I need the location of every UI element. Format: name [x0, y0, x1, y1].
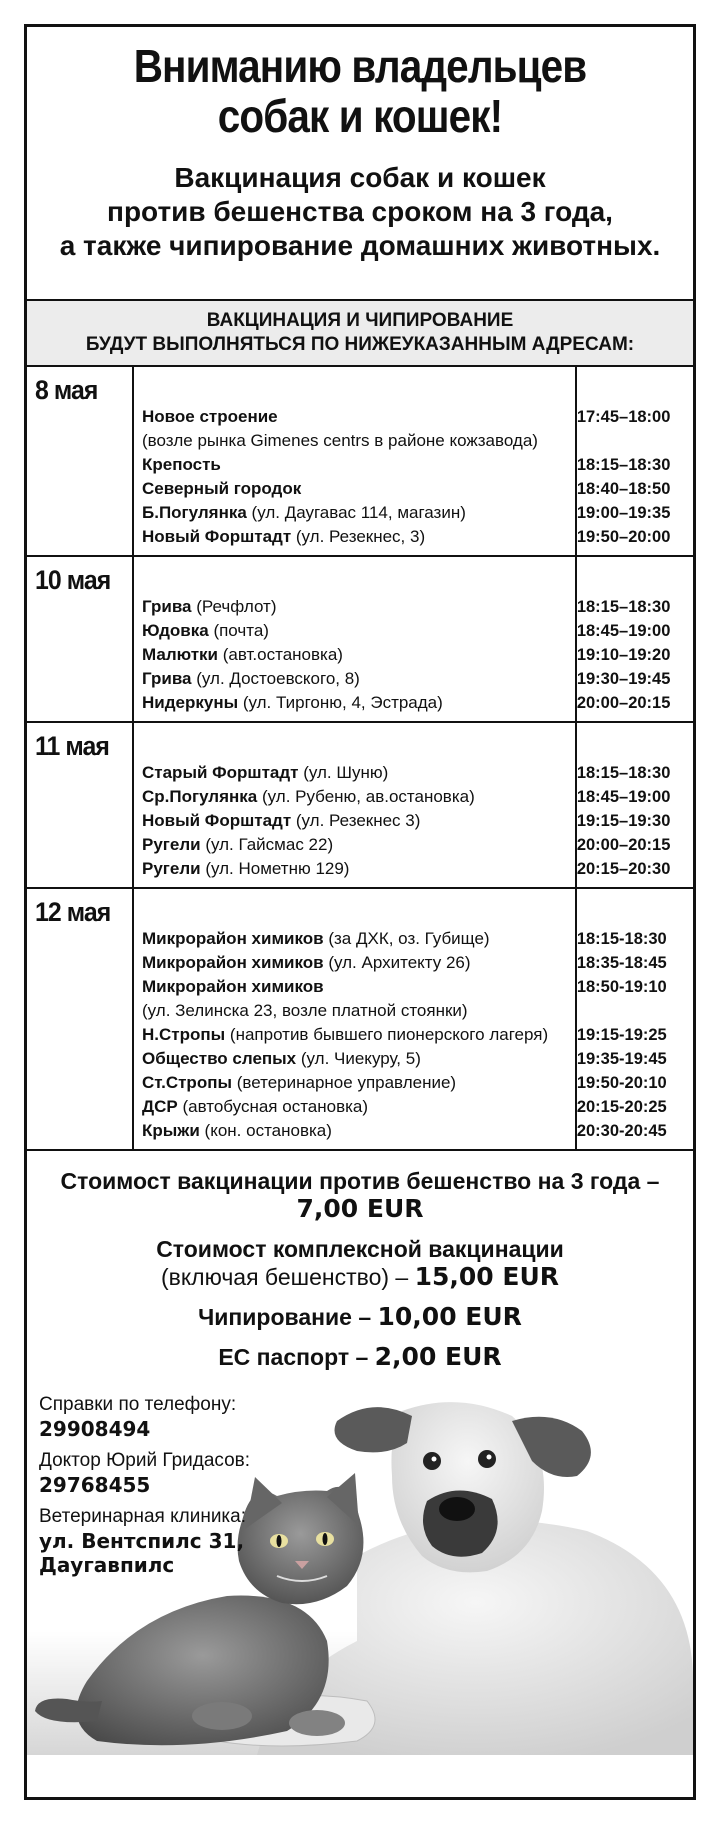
- schedule-row: [142, 999, 685, 1023]
- time-slot: 18:50-19:10: [576, 978, 667, 996]
- location-detail: (автобусная остановка): [182, 1097, 369, 1116]
- location-name: ДСР: [142, 1097, 178, 1116]
- subheadline-line-1: Вакцинация собак и кошек: [174, 162, 546, 193]
- addresses-notice: [27, 301, 693, 367]
- location-detail: (ул. Достоевского, 8): [196, 669, 360, 688]
- complex-price-label: Стоимост комплексной вакцинации: [156, 1236, 564, 1262]
- schedule-day: [27, 723, 693, 889]
- notice-line-2: БУДУТ ВЫПОЛНЯТЬСЯ ПО НИЖЕУКАЗАННЫМ АДРЕСАМ:: [85, 334, 635, 355]
- headline-line-2: собак и кошек!: [217, 90, 503, 142]
- schedule-row: [142, 833, 685, 857]
- schedule-row: [142, 1071, 685, 1095]
- location-name: Б.Погулянка: [142, 503, 247, 522]
- location-name: Микрорайон химиков: [142, 977, 324, 996]
- schedule-day: [27, 367, 693, 557]
- subheadline: [27, 161, 693, 263]
- location-detail: (ул. Чиекуру, 5): [300, 1049, 421, 1068]
- location-detail: (ул. Резекнес, 3): [295, 527, 426, 546]
- schedule-row: [142, 975, 685, 999]
- location-name: Крыжи: [142, 1121, 200, 1140]
- clinic-address-line-2: Даугавпилс: [39, 1553, 175, 1577]
- time-slot: 19:35-19:45: [576, 1050, 667, 1068]
- rabies-price: 7,00 EUR: [296, 1194, 424, 1223]
- schedule-row: [142, 595, 685, 619]
- location-detail: (ул. Архитекту 26): [328, 953, 471, 972]
- location-name: Новый Форштадт: [142, 811, 292, 830]
- location-detail: (ветеринарное управление): [236, 1073, 457, 1092]
- schedule-row: [142, 525, 685, 549]
- time-slot: 18:40–18:50: [576, 480, 671, 498]
- location-name: Новое строение: [142, 407, 278, 426]
- location-detail: (авт.остановка): [222, 645, 343, 664]
- location-name: Ругели: [142, 859, 201, 878]
- location-name: Нидеркуны: [142, 693, 239, 712]
- header: [27, 27, 693, 301]
- schedule-row: [142, 1095, 685, 1119]
- clinic-address-line-1: ул. Вентспилс 31,: [39, 1529, 245, 1553]
- schedule-row: [142, 785, 685, 809]
- schedule-date: 10 мая: [35, 565, 111, 595]
- location-detail: (почта): [213, 621, 269, 640]
- location-name: Старый Форштадт: [142, 763, 299, 782]
- subheadline-line-3: а также чипирование домашних животных.: [59, 230, 661, 261]
- time-slot: 19:10–19:20: [576, 646, 671, 664]
- location-detail: (ул. Нометню 129): [205, 859, 350, 878]
- chip-price: 10,00 EUR: [377, 1302, 522, 1331]
- time-slot: 20:15-20:25: [576, 1098, 667, 1116]
- contacts: [39, 1393, 250, 1585]
- schedule-row: [142, 1047, 685, 1071]
- location-detail: (ул. Тиргоню, 4, Эстрада): [242, 693, 443, 712]
- schedule-row: [142, 809, 685, 833]
- location-name: Грива: [142, 669, 192, 688]
- schedule-day: [27, 889, 693, 1151]
- schedule-day: [27, 557, 693, 723]
- passport-price: 2,00 EUR: [374, 1342, 502, 1371]
- price-list: [27, 1151, 693, 1381]
- schedule-row: [142, 761, 685, 785]
- contacts-section: [27, 1381, 693, 1755]
- location-name: Новый Форштадт: [142, 527, 292, 546]
- time-slot: 20:00–20:15: [576, 694, 671, 712]
- schedule-row: [142, 1023, 685, 1047]
- location-detail: (ул. Рубеню, ав.остановка): [261, 787, 475, 806]
- location-name: Микрорайон химиков: [142, 953, 324, 972]
- notice-line-1: ВАКЦИНАЦИЯ И ЧИПИРОВАНИЕ: [206, 310, 514, 331]
- time-slot: 19:00–19:35: [576, 504, 671, 522]
- time-slot: [567, 429, 685, 453]
- doctor-label: Доктор Юрий Гридасов:: [39, 1450, 251, 1471]
- time-slot: 17:45–18:00: [576, 408, 671, 426]
- complex-price-note: (включая бешенство) –: [160, 1264, 409, 1290]
- location-detail: (ул. Гайсмас 22): [205, 835, 334, 854]
- time-slot: 18:15–18:30: [576, 598, 671, 616]
- schedule-date: 11 мая: [35, 731, 110, 761]
- location-detail: (Речфлот): [196, 597, 277, 616]
- phone-label: Справки по телефону:: [39, 1394, 237, 1415]
- location-name: Микрорайон химиков: [142, 929, 324, 948]
- doctor-phone: 29768455: [39, 1473, 151, 1497]
- location-name: Ругели: [142, 835, 201, 854]
- flyer: [24, 24, 696, 1800]
- schedule-row: [142, 691, 685, 715]
- time-slot: 18:45–19:00: [576, 788, 671, 806]
- location-name: Ср.Погулянка: [142, 787, 258, 806]
- time-slot: 19:50-20:10: [576, 1074, 667, 1092]
- location-detail: (ул. Даугавас 114, магазин): [251, 503, 466, 522]
- location-name: Грива: [142, 597, 192, 616]
- schedule-row: [142, 477, 685, 501]
- time-slot: 18:35-18:45: [576, 954, 667, 972]
- location-detail: (напротив бывшего пионерского лагеря): [229, 1025, 549, 1044]
- schedule-row: [142, 857, 685, 881]
- location-detail: (за ДХК, оз. Губище): [328, 929, 490, 948]
- schedule-row: [142, 501, 685, 525]
- location-detail: (ул. Зелинска 23, возле платной стоянки): [142, 1001, 468, 1020]
- schedule-table: [27, 367, 693, 1151]
- location-detail: (возле рынка Gimenes centrs в районе кожзавода): [142, 431, 538, 450]
- location-name: Н.Стропы: [142, 1025, 226, 1044]
- headline: [67, 27, 653, 141]
- passport-price-label: ЕС паспорт –: [218, 1344, 369, 1370]
- schedule-row: [142, 927, 685, 951]
- location-detail: (кон. остановка): [204, 1121, 332, 1140]
- headline-line-1: Вниманию владельцев: [133, 40, 587, 92]
- complex-price: 15,00 EUR: [414, 1262, 560, 1291]
- time-slot: 19:50–20:00: [576, 528, 671, 546]
- clinic-label: Ветеринарная клиника:: [39, 1506, 247, 1527]
- time-slot: 18:45–19:00: [576, 622, 671, 640]
- time-slot: 19:15–19:30: [576, 812, 671, 830]
- time-slot: [567, 999, 685, 1023]
- time-slot: 20:30-20:45: [576, 1122, 667, 1140]
- time-slot: 19:15-19:25: [576, 1026, 667, 1044]
- time-slot: 18:15–18:30: [576, 764, 671, 782]
- location-detail: (ул. Шуню): [303, 763, 389, 782]
- schedule-row: [142, 619, 685, 643]
- time-slot: 20:00–20:15: [576, 836, 671, 854]
- location-name: Юдовка: [142, 621, 209, 640]
- schedule-row: [142, 667, 685, 691]
- location-name: Малютки: [142, 645, 219, 664]
- schedule-row: [142, 405, 685, 429]
- time-slot: 19:30–19:45: [576, 670, 671, 688]
- schedule-date: 12 мая: [35, 897, 111, 927]
- chip-price-label: Чипирование –: [198, 1304, 372, 1330]
- time-slot: 18:15-18:30: [576, 930, 667, 948]
- time-slot: 20:15–20:30: [576, 860, 671, 878]
- schedule-row: [142, 453, 685, 477]
- location-name: Ст.Стропы: [142, 1073, 232, 1092]
- schedule-row: [142, 429, 685, 453]
- schedule-date: 8 мая: [35, 375, 98, 405]
- location-name: Крепость: [142, 455, 221, 474]
- schedule-row: [142, 1119, 685, 1143]
- rabies-price-label: Стоимост вакцинации против бешенство на 3 года –: [60, 1168, 660, 1194]
- schedule-row: [142, 643, 685, 667]
- location-name: Общество слепых: [142, 1049, 297, 1068]
- subheadline-line-2: против бешенства сроком на 3 года,: [107, 196, 613, 227]
- time-slot: 18:15–18:30: [576, 456, 671, 474]
- location-name: Северный городок: [142, 479, 302, 498]
- schedule-row: [142, 951, 685, 975]
- phone-number: 29908494: [39, 1417, 151, 1441]
- location-detail: (ул. Резекнес 3): [295, 811, 421, 830]
